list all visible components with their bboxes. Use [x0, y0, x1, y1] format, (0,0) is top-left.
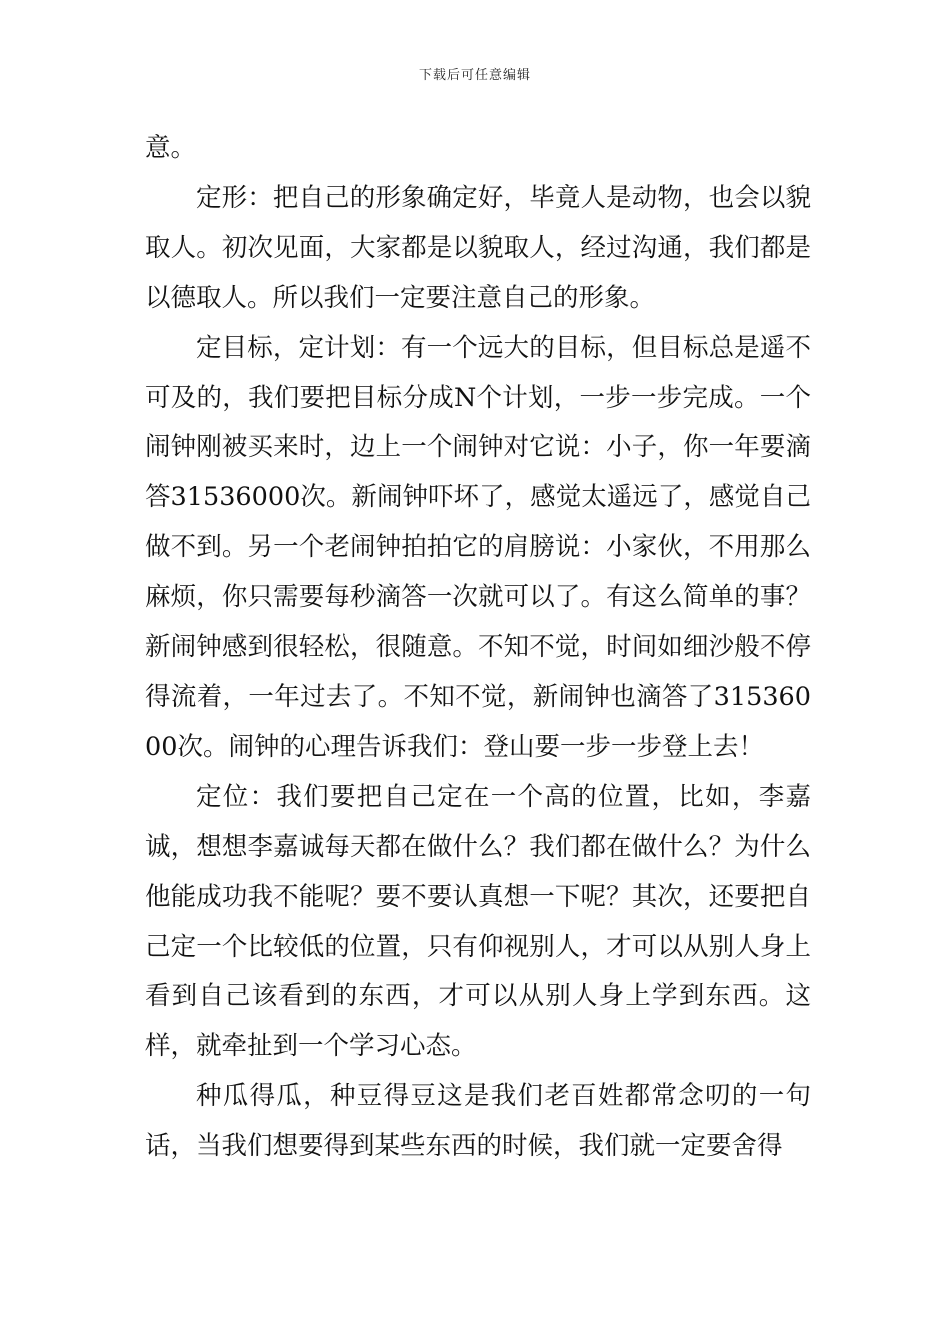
paragraph-dingxing: 定形：把自己的形象确定好，毕竟人是动物，也会以貌取人。初次见面，大家都是以貌取人，经过沟通，我们都是以德取人。所以我们一定要注意自己的形象。 — [145, 182, 811, 313]
document-body — [145, 124, 811, 1172]
paragraph-dingmubiao: 定目标，定计划：有一个远大的目标，但目标总是遥不可及的，我们要把目标分成N个计划，一步一步完成。一个闹钟刚被买来时，边上一个闹钟对它说：小子，你一年要滴答31536000次。新闹钟吓坏了，感觉太遥远了，感觉自己做不到。另一个老闹钟拍拍它的肩膀说：小家伙，不用那么麻烦，你只需要每秒滴答一次就可以了。有这么简单的事？新闹钟感到很轻松，很随意。不知不觉，时间如细沙般不停得流着，一年过去了。不知不觉，新闹钟也滴答了31536000次。闹钟的心理告诉我们：登山要一步一步登上去！ — [145, 332, 811, 762]
paragraph-continuation: 意。 — [145, 133, 197, 163]
paragraph-zhonggua: 种瓜得瓜，种豆得豆这是我们老百姓都常念叨的一句话，当我们想要得到某些东西的时候，我们就一定要舍得 — [145, 1081, 811, 1162]
paragraph-dingwei: 定位：我们要把自己定在一个高的位置，比如，李嘉诚，想想李嘉诚每天都在做什么？我们都在做什么？为什么他能成功我不能呢？要不要认真想一下呢？其次，还要把自己定一个比较低的位置，只有仰视别人，才可以从别人身上看到自己该看到的东西，才可以从别人身上学到东西。这样，就牵扯到一个学习心态。 — [145, 781, 811, 1062]
page-header-note: 下载后可任意编辑 — [418, 68, 531, 83]
